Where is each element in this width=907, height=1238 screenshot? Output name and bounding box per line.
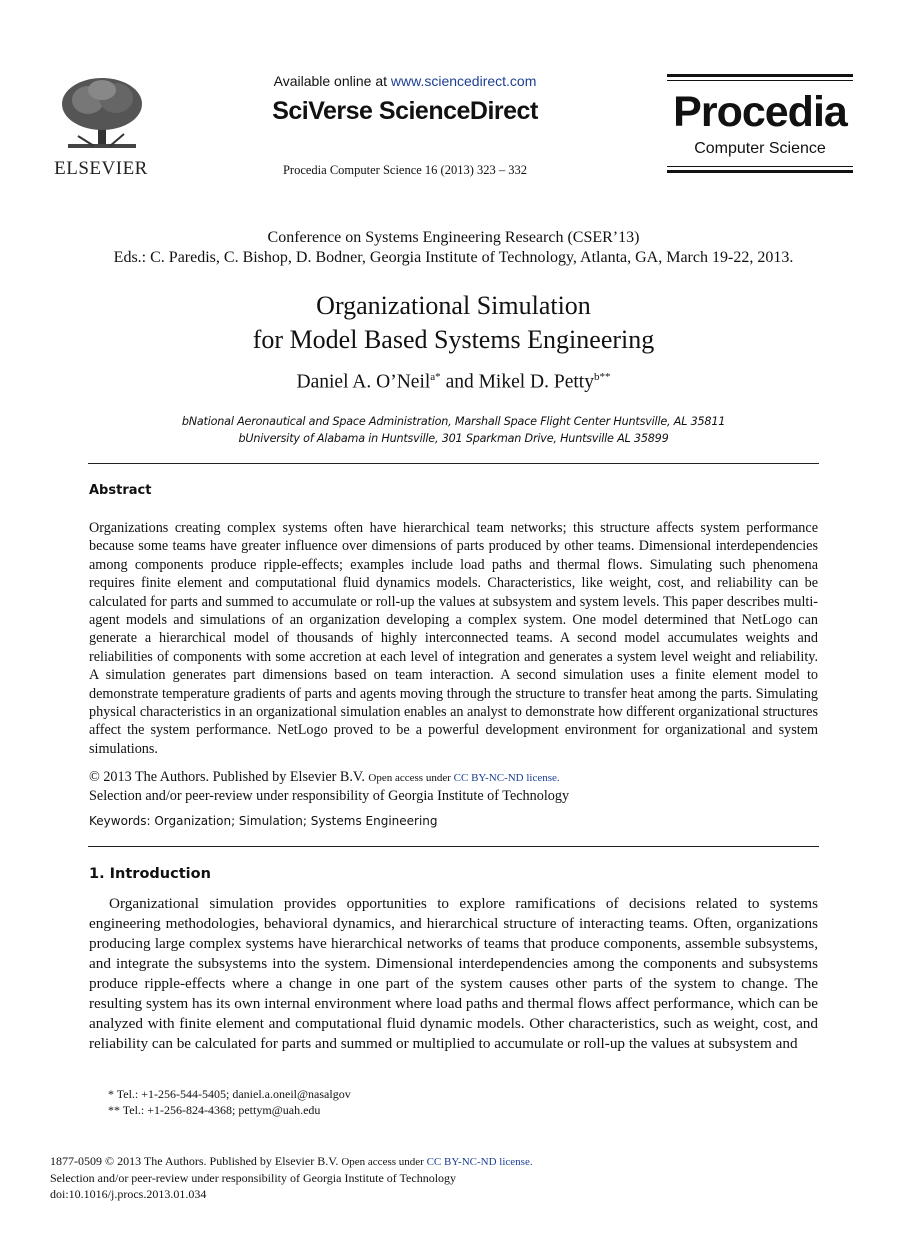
- footnote-2: ** Tel.: +1-256-824-4368; pettym@uah.edu: [108, 1103, 321, 1117]
- authors: [40, 371, 867, 394]
- title-line-2: for Model Based Systems Engineering: [252, 325, 655, 354]
- procedia-logo: [667, 74, 853, 174]
- divider-top: [88, 463, 819, 464]
- footer-doi[interactable]: doi:10.1016/j.procs.2013.01.034: [50, 1187, 207, 1201]
- footnote-1: * Tel.: +1-256-544-5405; daniel.a.oneil@nasalgov: [108, 1087, 351, 1101]
- footer: [50, 1153, 533, 1202]
- open-access-text: Open access under: [368, 772, 454, 784]
- author-1-affiliation-mark: a*: [430, 371, 441, 383]
- abstract-text: Organizations creating complex systems often have hierarchical team networks; this structure affects system performance because some teams have greater influence over dimensions of parts produced by other teams. Dimensional interdependencies among components produce ripple-effects; examples include load paths and thermal flows. Simulating such phenomena requires finite element and computational fluid dynamics models. Characteristics, like weight, cost, and reliability can be calculated for parts and summed to accumulate or roll-up the values at subsystem and system levels. This paper describes multi-agent models and simulations of an organization developing a complex system. One model determined that NetLogo can generate a hierarchical model of thousands of highly interconnected teams. A second model accumulates weights and reliabilities of components with some accretion at each level of integration and generates a system level weight and reliability. A simulation generates part dimensions based on team interaction. A second simulation uses a finite element model to demonstrate temperature gradients of parts and agents moving through the structure to transfer heat among the parts. Simulating physical characteristics in an organizational simulation enables an analyst to demonstrate how different organizational structures affect the system performance. NetLogo proved to be a powerful development environment for organizational and system simulations.: [89, 520, 818, 757]
- license-link[interactable]: CC BY-NC-ND license.: [453, 772, 560, 784]
- publisher-name: ELSEVIER: [54, 158, 148, 179]
- logo-rule-bottom: [667, 170, 853, 173]
- footer-issn-copyright: 1877-0509 © 2013 The Authors. Published by Elsevier B.V.: [50, 1154, 342, 1168]
- procedia-title: Procedia: [673, 88, 847, 136]
- footer-open-access: Open access under: [341, 1156, 427, 1168]
- procedia-subtitle: Computer Science: [694, 140, 826, 157]
- author-2-affiliation-mark: b**: [593, 371, 611, 383]
- elsevier-tree-icon: [58, 76, 146, 154]
- conference-name: Conference on Systems Engineering Research (CSER’13): [267, 229, 640, 246]
- author-connector: and: [440, 371, 479, 393]
- author-2: Mikel D. Petty: [478, 371, 594, 393]
- platform-name: SciVerse ScienceDirect: [272, 97, 538, 125]
- copyright-text: © 2013 The Authors. Published by Elsevier B.V.: [89, 769, 369, 785]
- editors: Eds.: C. Paredis, C. Bishop, D. Bodner, Georgia Institute of Technology, Atlanta, GA, March 19-22, 2013.: [113, 249, 794, 266]
- copyright-block: [89, 768, 818, 806]
- logo-rule-top: [667, 74, 853, 77]
- available-prefix: Available online at: [273, 73, 391, 89]
- footer-line-1: [50, 1153, 533, 1170]
- abstract-heading: Abstract: [89, 483, 152, 498]
- keywords: Keywords: Organization; Simulation; Systems Engineering: [89, 814, 438, 828]
- footnotes: [108, 1086, 351, 1118]
- paper-title: [40, 289, 867, 357]
- affiliation-2: bUniversity of Alabama in Huntsville, 301 Sparkman Drive, Huntsville AL 35899: [238, 432, 669, 445]
- peer-review-line: Selection and/or peer-review under responsibility of Georgia Institute of Technology: [89, 788, 570, 805]
- copyright-line: [89, 768, 818, 787]
- sciencedirect-link[interactable]: www.sciencedirect.com: [390, 73, 537, 89]
- elsevier-logo: [50, 74, 152, 178]
- logo-rule-bottom-thin: [667, 166, 853, 167]
- author-1: Daniel A. O’Neil: [296, 371, 431, 393]
- available-online: [230, 73, 580, 89]
- intro-text: Organizational simulation provides opportunities to explore ramifications of decisions related to systems engineering methodologies, behavioral dynamics, and hierarchical structure of interacting teams. Often, organizations producing large complex systems have hierarchical networks of teams that produce components, assemble subsystems, and integrate the subsystems into the system. Dimensional interdependencies among the components and subsystems produce ripple-effects where a change in one part of the system causes other parts of the system to change. The resulting system has its own internal environment where load paths and thermal flows affect performance, which can be analyzed with finite element and computational fluid dynamic models. Other characteristics, such as weight, cost, and reliability can be calculated for parts and summed or multiplied to accumulate or roll-up the values at subsystem and: [89, 895, 818, 1052]
- affiliation-1: bNational Aeronautical and Space Administration, Marshall Space Flight Center Huntsville, AL 35811: [181, 415, 726, 428]
- logo-rule-top-thin: [667, 80, 853, 81]
- intro-heading: 1. Introduction: [89, 866, 211, 882]
- journal-citation: Procedia Computer Science 16 (2013) 323 – 332: [282, 163, 528, 177]
- divider-bottom: [88, 846, 819, 847]
- footer-line-2: Selection and/or peer-review under responsibility of Georgia Institute of Technology: [50, 1171, 457, 1185]
- title-line-1: Organizational Simulation: [316, 291, 591, 320]
- footer-license-link[interactable]: CC BY-NC-ND license.: [426, 1156, 533, 1168]
